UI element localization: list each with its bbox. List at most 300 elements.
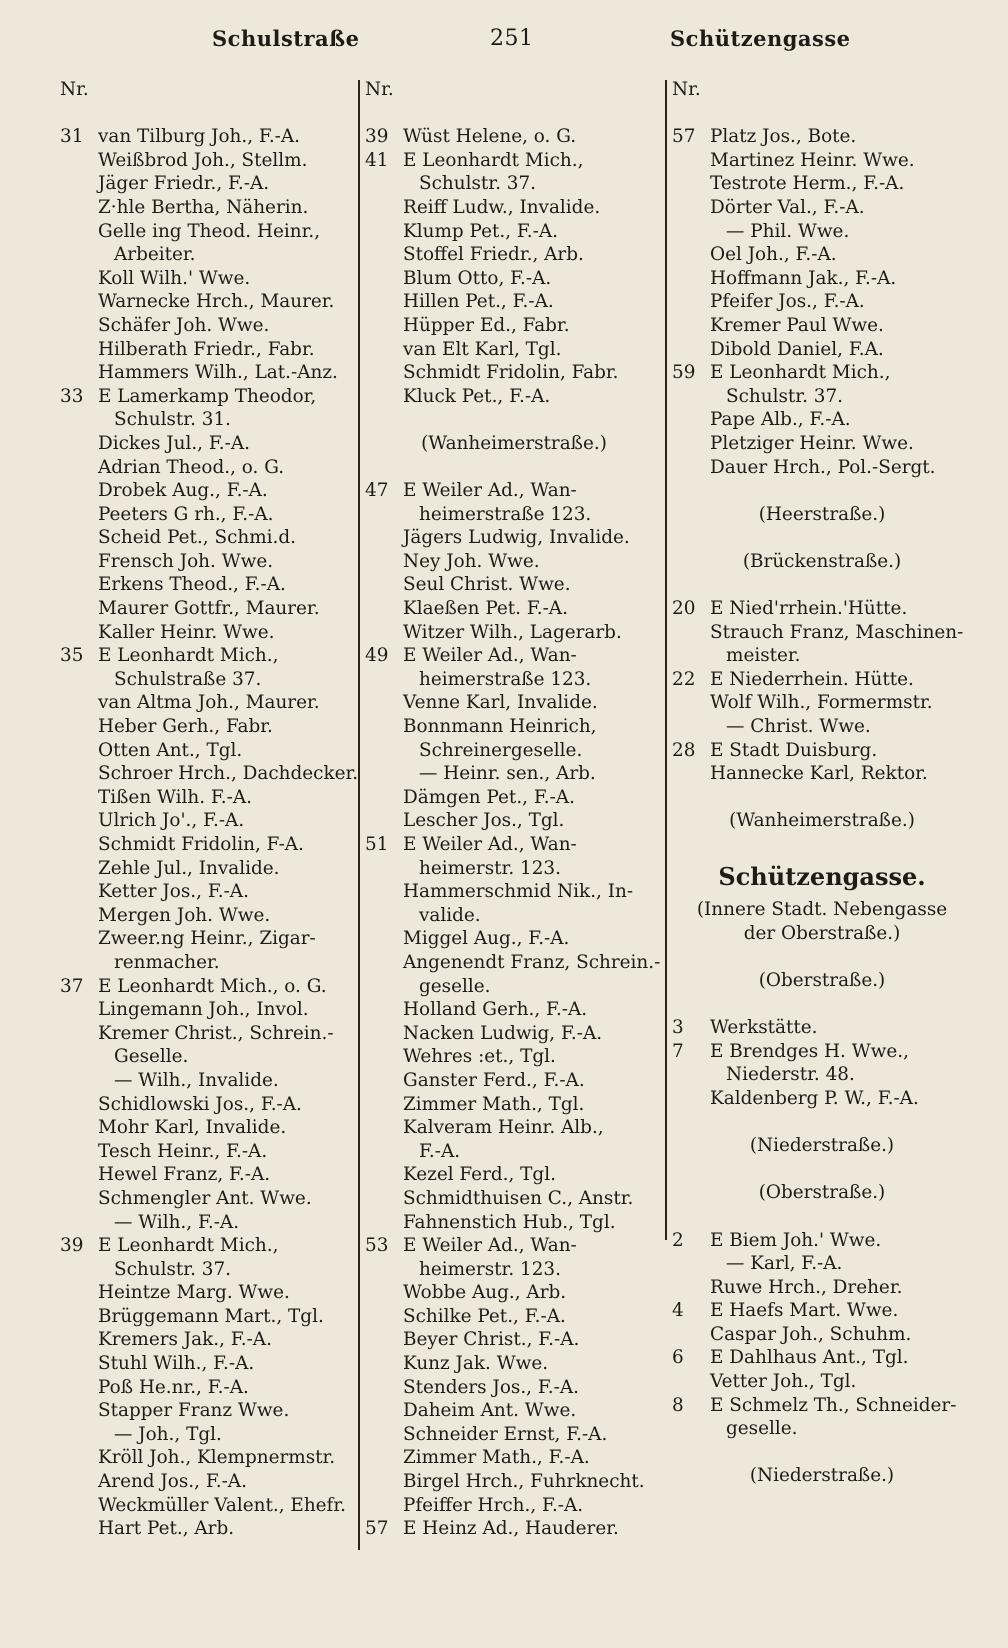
entry-text: Stuhl Wilh., F.-A. xyxy=(98,1353,255,1375)
entry-continuation xyxy=(365,739,663,763)
directory-entry xyxy=(365,951,663,975)
spacer xyxy=(672,526,972,550)
directory-entry xyxy=(60,1281,360,1305)
house-number: 41 xyxy=(365,149,389,171)
entry-text: Hammers Wilh., Lat.-Anz. xyxy=(98,362,338,384)
directory-entry xyxy=(60,762,360,786)
entry-text: Dörter Val., F.-A. xyxy=(710,196,865,218)
directory-entry xyxy=(365,833,663,857)
directory-entry xyxy=(365,1399,663,1423)
running-head-left: Schulstraße xyxy=(212,26,360,51)
column-3 xyxy=(672,78,972,1488)
directory-entry xyxy=(60,739,360,763)
entry-text: Hoffmann Jak., F.-A. xyxy=(710,267,897,289)
directory-entry xyxy=(365,361,663,385)
entry-text: Schilke Pet., F.-A. xyxy=(403,1305,566,1327)
entry-text: Schulstr. 37. xyxy=(726,385,844,407)
directory-entry xyxy=(672,456,972,480)
street-reference: (Wanheimerstraße.) xyxy=(729,810,915,832)
entry-text: Dämgen Pet., F.-A. xyxy=(403,786,575,808)
directory-entry xyxy=(365,1517,663,1541)
directory-entry xyxy=(60,1376,360,1400)
entry-text: Schreinergeselle. xyxy=(419,739,583,761)
entry-text: Zweer.ng Heinr., Zigar- xyxy=(98,928,316,950)
house-number: 8 xyxy=(672,1394,684,1416)
directory-entry xyxy=(60,338,360,362)
entry-text: Vetter Joh., Tgl. xyxy=(710,1371,857,1393)
directory-entry xyxy=(365,149,663,173)
entry-text: Tesch Heinr., F.-A. xyxy=(98,1140,268,1162)
entry-text: Stenders Jos., F.-A. xyxy=(403,1376,579,1398)
entry-text: E Niederrhein. Hütte. xyxy=(710,668,914,690)
entry-continuation xyxy=(672,1417,972,1441)
directory-entry xyxy=(365,880,663,904)
entry-text: Mohr Karl, Invalide. xyxy=(98,1117,287,1139)
directory-entry xyxy=(60,927,360,951)
column-nr-label xyxy=(365,78,663,102)
entry-text: — Wilh., Invalide. xyxy=(114,1069,279,1091)
directory-entry xyxy=(365,1328,663,1352)
directory-entry xyxy=(365,314,663,338)
house-number: 3 xyxy=(672,1017,684,1039)
entry-text: — Christ. Wwe. xyxy=(726,716,871,738)
directory-entry xyxy=(672,361,972,385)
directory-entry xyxy=(672,125,972,149)
directory-entry xyxy=(60,1211,360,1235)
entry-text: Erkens Theod., F.-A. xyxy=(98,574,286,596)
page-number: 251 xyxy=(490,26,534,51)
entry-text: Testrote Herm., F.-A. xyxy=(710,173,905,195)
directory-entry xyxy=(365,267,663,291)
directory-entry xyxy=(365,998,663,1022)
entry-text: Kezel Ferd., Tgl. xyxy=(403,1164,556,1186)
directory-entry xyxy=(672,1087,972,1111)
entry-text: Weißbrod Joh., Stellm. xyxy=(98,149,308,171)
entry-text: Kalveram Heinr. Alb., xyxy=(403,1117,604,1139)
entry-text: Kremer Christ., Schrein.- xyxy=(98,1022,334,1044)
entry-text: E Haefs Mart. Wwe. xyxy=(710,1300,899,1322)
entry-text: Schneider Ernst, F.-A. xyxy=(403,1423,608,1445)
entry-text: E Leonhardt Mich., o. G. xyxy=(98,975,327,997)
directory-entry xyxy=(672,1252,972,1276)
directory-entry xyxy=(365,1470,663,1494)
entry-continuation xyxy=(365,904,663,928)
entry-text: Otten Ant., Tgl. xyxy=(98,739,243,761)
entry-text: Koll Wilh.' Wwe. xyxy=(98,267,251,289)
directory-entry xyxy=(60,998,360,1022)
street-reference: (Niederstraße.) xyxy=(749,1135,895,1157)
spacer xyxy=(672,993,972,1017)
spacer xyxy=(672,573,972,597)
entry-text: Ney Joh. Wwe. xyxy=(403,550,540,572)
section-title: Schützengasse. xyxy=(718,861,926,891)
entry-text: Warnecke Hrch., Maurer. xyxy=(98,291,335,313)
directory-entry xyxy=(60,267,360,291)
entry-text: Strauch Franz, Maschinen- xyxy=(710,621,964,643)
directory-entry xyxy=(672,149,972,173)
entry-text: Zimmer Math., Tgl. xyxy=(403,1093,585,1115)
directory-entry xyxy=(672,314,972,338)
entry-text: Hillen Pet., F.-A. xyxy=(403,291,554,313)
directory-entry xyxy=(365,526,663,550)
street-reference: (Innere Stadt. Nebengasse xyxy=(696,899,948,921)
entry-text: meister. xyxy=(726,645,801,667)
directory-entry xyxy=(60,1140,360,1164)
street-reference: (Niederstraße.) xyxy=(749,1465,895,1487)
directory-entry xyxy=(365,290,663,314)
directory-entry xyxy=(672,338,972,362)
entry-text: Gelle ing Theod. Heinr., xyxy=(98,220,321,242)
directory-entry xyxy=(672,220,972,244)
house-number: 59 xyxy=(672,362,696,384)
directory-entry xyxy=(672,267,972,291)
entry-continuation xyxy=(60,1258,360,1282)
entry-text: Hewel Franz, F.-A. xyxy=(98,1164,271,1186)
entry-continuation xyxy=(60,408,360,432)
entry-text: — Heinr. sen., Arb. xyxy=(419,763,596,785)
spacer xyxy=(672,786,972,810)
entry-text: E Heinz Ad., Hauderer. xyxy=(403,1518,619,1540)
directory-entry xyxy=(365,196,663,220)
house-number: 37 xyxy=(60,975,84,997)
spacer xyxy=(672,833,972,857)
entry-text: Maurer Gottfr., Maurer. xyxy=(98,598,320,620)
entry-continuation xyxy=(60,1045,360,1069)
entry-text: Schulstr. 37. xyxy=(419,173,537,195)
entry-text: Birgel Hrch., Fuhrknecht. xyxy=(403,1471,645,1493)
house-number: 39 xyxy=(365,126,389,148)
street-reference: (Heerstraße.) xyxy=(758,503,886,525)
directory-entry xyxy=(60,1446,360,1470)
entry-text: E Leonhardt Mich., xyxy=(710,362,891,384)
entry-text: geselle. xyxy=(419,975,491,997)
entry-text: E Schmelz Th., Schneider- xyxy=(710,1394,957,1416)
directory-entry xyxy=(365,125,663,149)
entry-text: Holland Gerh., F.-A. xyxy=(403,999,588,1021)
entry-text: Jäger Friedr., F.-A. xyxy=(98,173,270,195)
entry-text: Klump Pet., F.-A. xyxy=(403,220,558,242)
entry-text: Nacken Ludwig, F.-A. xyxy=(403,1022,603,1044)
house-number: 2 xyxy=(672,1229,684,1251)
spacer xyxy=(672,1158,972,1182)
spacer xyxy=(365,456,663,480)
entry-text: Miggel Aug., F.-A. xyxy=(403,928,570,950)
entry-text: Kremer Paul Wwe. xyxy=(710,314,884,336)
directory-entry xyxy=(60,220,360,244)
directory-entry xyxy=(60,1163,360,1187)
entry-text: Schäfer Joh. Wwe. xyxy=(98,314,270,336)
directory-entry xyxy=(365,573,663,597)
entry-text: Hüpper Ed., Fabr. xyxy=(403,314,570,336)
entry-text: Tißen Wilh. F.-A. xyxy=(98,786,252,808)
house-number: 39 xyxy=(60,1235,84,1257)
directory-entry xyxy=(60,1423,360,1447)
entry-text: Arend Jos., F.-A. xyxy=(98,1471,247,1493)
entry-text: Lescher Jos., Tgl. xyxy=(403,810,565,832)
directory-entry xyxy=(60,172,360,196)
entry-text: E Leonhardt Mich., xyxy=(98,645,279,667)
entry-text: E Lamerkamp Theodor, xyxy=(98,385,317,407)
entry-text: Pfeifer Jos., F.-A. xyxy=(710,291,865,313)
directory-entry xyxy=(672,739,972,763)
entry-text: Hart Pet., Arb. xyxy=(98,1518,235,1540)
house-number: 28 xyxy=(672,739,696,761)
entry-continuation xyxy=(672,1063,972,1087)
entry-text: Schidlowski Jos., F.-A. xyxy=(98,1093,302,1115)
directory-entry xyxy=(60,644,360,668)
spacer xyxy=(365,408,663,432)
entry-continuation xyxy=(365,668,663,692)
entry-text: Hammerschmid Nik., In- xyxy=(403,881,634,903)
entry-text: Venne Karl, Invalide. xyxy=(403,692,598,714)
entry-continuation xyxy=(672,644,972,668)
directory-entry xyxy=(60,833,360,857)
entry-text: E Stadt Duisburg. xyxy=(710,739,878,761)
spacer xyxy=(672,479,972,503)
entry-text: E Biem Joh.' Wwe. xyxy=(710,1229,882,1251)
directory-entry xyxy=(365,550,663,574)
street-reference: (Wanheimerstraße.) xyxy=(421,432,607,454)
entry-text: E Leonhardt Mich., xyxy=(403,149,584,171)
running-head-right: Schützengasse xyxy=(670,26,851,51)
entry-text: van Tilburg Joh., F.-A. xyxy=(98,126,301,148)
directory-entry xyxy=(60,880,360,904)
entry-text: Heber Gerh., Fabr. xyxy=(98,716,273,738)
entry-text: Angenendt Franz, Schrein.- xyxy=(403,951,661,973)
directory-entry xyxy=(60,314,360,338)
entry-continuation xyxy=(365,1258,663,1282)
house-number: 57 xyxy=(365,1518,389,1540)
directory-entry xyxy=(365,1116,663,1140)
directory-entry xyxy=(365,243,663,267)
entry-text: Hannecke Karl, Rektor. xyxy=(710,763,928,785)
entry-text: Bonnmann Heinrich, xyxy=(403,716,597,738)
directory-entry xyxy=(60,1022,360,1046)
entry-text: Kaldenberg P. W., F.-A. xyxy=(710,1087,919,1109)
directory-entry xyxy=(672,1229,972,1253)
house-number: 31 xyxy=(60,126,84,148)
entry-text: Stoffel Friedr., Arb. xyxy=(403,244,584,266)
entry-text: Pape Alb., F.-A. xyxy=(710,409,851,431)
directory-entry xyxy=(60,1399,360,1423)
entry-text: Ruwe Hrch., Dreher. xyxy=(710,1276,903,1298)
spacer xyxy=(672,945,972,969)
directory-entry xyxy=(60,691,360,715)
entry-text: geselle. xyxy=(726,1418,798,1440)
directory-entry xyxy=(672,408,972,432)
entry-text: E Brendges H. Wwe., xyxy=(710,1040,909,1062)
directory-entry xyxy=(365,927,663,951)
entry-continuation xyxy=(60,951,360,975)
entry-text: Heintze Marg. Wwe. xyxy=(98,1282,290,1304)
entry-text: Witzer Wilh., Lagerarb. xyxy=(403,621,622,643)
entry-text: Frensch Joh. Wwe. xyxy=(98,550,274,572)
directory-entry xyxy=(60,1517,360,1541)
entry-text: Dauer Hrch., Pol.-Sergt. xyxy=(710,456,936,478)
entry-text: valide. xyxy=(419,904,481,926)
directory-entry xyxy=(60,715,360,739)
entry-text: Schmidt Fridolin, F-A. xyxy=(98,834,304,855)
entry-text: Schulstraße 37. xyxy=(114,668,262,690)
entry-text: — Joh., Tgl. xyxy=(114,1423,222,1445)
entry-text: Nr. xyxy=(672,79,701,100)
entry-text: Arbeiter. xyxy=(114,244,196,266)
directory-entry xyxy=(365,715,663,739)
entry-text: Nr. xyxy=(365,79,394,100)
directory-entry xyxy=(672,621,972,645)
entry-text: E Weiler Ad., Wan- xyxy=(403,480,577,502)
directory-entry xyxy=(60,1470,360,1494)
directory-entry xyxy=(60,550,360,574)
column-nr-label xyxy=(672,78,972,102)
entry-text: Kremers Jak., F.-A. xyxy=(98,1329,272,1351)
directory-entry xyxy=(672,1016,972,1040)
house-number: 49 xyxy=(365,645,389,667)
directory-entry xyxy=(365,1022,663,1046)
directory-entry xyxy=(672,1276,972,1300)
directory-entry xyxy=(365,621,663,645)
directory-entry xyxy=(672,1040,972,1064)
entry-text: Seul Christ. Wwe. xyxy=(403,574,571,596)
directory-entry xyxy=(60,786,360,810)
entry-text: Werkstätte. xyxy=(710,1017,818,1039)
entry-text: Wobbe Aug., Arb. xyxy=(403,1282,567,1304)
entry-text: heimerstr. 123. xyxy=(419,857,561,879)
entry-text: Geselle. xyxy=(114,1046,189,1068)
entry-text: renmacher. xyxy=(114,951,220,973)
street-reference: (Brückenstraße.) xyxy=(742,550,902,572)
directory-entry xyxy=(672,243,972,267)
entry-text: Ganster Ferd., F.-A. xyxy=(403,1069,585,1091)
entry-text: E Leonhardt Mich., xyxy=(98,1235,279,1257)
entry-text: van Altma Joh., Maurer. xyxy=(98,692,320,714)
street-reference: (Oberstraße.) xyxy=(758,1182,886,1204)
directory-entry xyxy=(60,1352,360,1376)
entry-text: — Phil. Wwe. xyxy=(726,220,850,242)
directory-entry xyxy=(60,196,360,220)
directory-entry xyxy=(365,479,663,503)
directory-entry xyxy=(60,479,360,503)
house-number: 6 xyxy=(672,1347,684,1369)
entry-text: Martinez Heinr. Wwe. xyxy=(710,149,915,171)
house-number: 51 xyxy=(365,834,389,855)
directory-entry xyxy=(672,290,972,314)
directory-entry xyxy=(60,597,360,621)
entry-text: — Wilh., F.-A. xyxy=(114,1211,240,1233)
house-number: 57 xyxy=(672,126,696,148)
entry-text: Stapper Franz Wwe. xyxy=(98,1400,290,1422)
directory-entry xyxy=(60,1234,360,1258)
entry-text: Brüggemann Mart., Tgl. xyxy=(98,1305,324,1327)
directory-entry xyxy=(60,361,360,385)
directory-entry xyxy=(60,1116,360,1140)
entry-text: Kluck Pet., F.-A. xyxy=(403,385,551,407)
directory-entry xyxy=(60,975,360,999)
directory-entry xyxy=(365,1069,663,1093)
directory-entry xyxy=(60,290,360,314)
spacer xyxy=(672,1441,972,1465)
directory-entry xyxy=(365,644,663,668)
directory-entry xyxy=(365,786,663,810)
entry-text: Caspar Joh., Schuhm. xyxy=(710,1323,912,1345)
directory-entry xyxy=(365,597,663,621)
directory-entry xyxy=(365,1305,663,1329)
directory-entry xyxy=(365,809,663,833)
entry-text: E Weiler Ad., Wan- xyxy=(403,645,577,667)
entry-text: heimerstr. 123. xyxy=(419,1258,561,1280)
entry-text: Ulrich Jo'., F.-A. xyxy=(98,810,245,832)
directory-entry xyxy=(60,809,360,833)
spacer xyxy=(365,102,663,126)
entry-text: Oel Joh., F.-A. xyxy=(710,244,837,266)
directory-entry xyxy=(60,385,360,409)
entry-text: van Elt Karl, Tgl. xyxy=(403,338,562,360)
directory-entry xyxy=(672,1370,972,1394)
house-number: 22 xyxy=(672,668,696,690)
house-number: 7 xyxy=(672,1040,684,1062)
directory-entry xyxy=(365,691,663,715)
house-number: 47 xyxy=(365,480,389,502)
entry-text: Kunz Jak. Wwe. xyxy=(403,1353,549,1375)
entry-text: Beyer Christ., F.-A. xyxy=(403,1329,580,1351)
entry-text: Nr. xyxy=(60,79,89,100)
entry-text: Zehle Jul., Invalide. xyxy=(98,857,280,879)
entry-text: Schmidt Fridolin, Fabr. xyxy=(403,362,619,384)
directory-entry xyxy=(672,1394,972,1418)
entry-text: Wüst Helene, o. G. xyxy=(403,126,577,148)
entry-text: Mergen Joh. Wwe. xyxy=(98,904,271,926)
entry-text: Kröll Joh., Klempnermstr. xyxy=(98,1447,336,1469)
directory-entry xyxy=(365,1234,663,1258)
directory-entry xyxy=(365,1352,663,1376)
entry-text: Blum Otto, F.-A. xyxy=(403,267,552,289)
directory-entry xyxy=(60,1093,360,1117)
entry-text: Schroer Hrch., Dachdecker. xyxy=(98,763,359,785)
directory-entry xyxy=(365,1494,663,1518)
spacer xyxy=(60,102,360,126)
column-nr-label xyxy=(60,78,360,102)
entry-text: Schulstr. 31. xyxy=(114,409,232,431)
directory-entry xyxy=(365,220,663,244)
spacer xyxy=(672,1205,972,1229)
entry-text: Klaeßen Pet. F.-A. xyxy=(403,598,568,620)
entry-text: Scheid Pet., Schmi.d. xyxy=(98,527,297,549)
entry-text: Daheim Ant. Wwe. xyxy=(403,1400,577,1422)
entry-text: Drobek Aug., F.-A. xyxy=(98,480,268,502)
column-2 xyxy=(365,78,663,1541)
entry-continuation xyxy=(60,668,360,692)
spacer xyxy=(672,1111,972,1135)
entry-text: Kaller Heinr. Wwe. xyxy=(98,621,275,643)
directory-entry xyxy=(365,1093,663,1117)
house-number: 4 xyxy=(672,1300,684,1322)
entry-continuation xyxy=(60,243,360,267)
entry-text: Adrian Theod., o. G. xyxy=(98,456,285,478)
entry-continuation xyxy=(365,1140,663,1164)
directory-entry xyxy=(60,432,360,456)
entry-text: heimerstraße 123. xyxy=(419,668,592,690)
entry-text: Jägers Ludwig, Invalide. xyxy=(403,527,630,549)
entry-text: Hilberath Friedr., Fabr. xyxy=(98,338,315,360)
directory-entry xyxy=(365,1376,663,1400)
directory-entry xyxy=(365,1446,663,1470)
directory-entry xyxy=(365,1211,663,1235)
entry-text: Dickes Jul., F.-A. xyxy=(98,432,250,454)
directory-entry xyxy=(60,503,360,527)
entry-continuation xyxy=(672,385,972,409)
column-rule-2 xyxy=(665,80,667,1240)
entry-text: heimerstraße 123. xyxy=(419,503,592,525)
